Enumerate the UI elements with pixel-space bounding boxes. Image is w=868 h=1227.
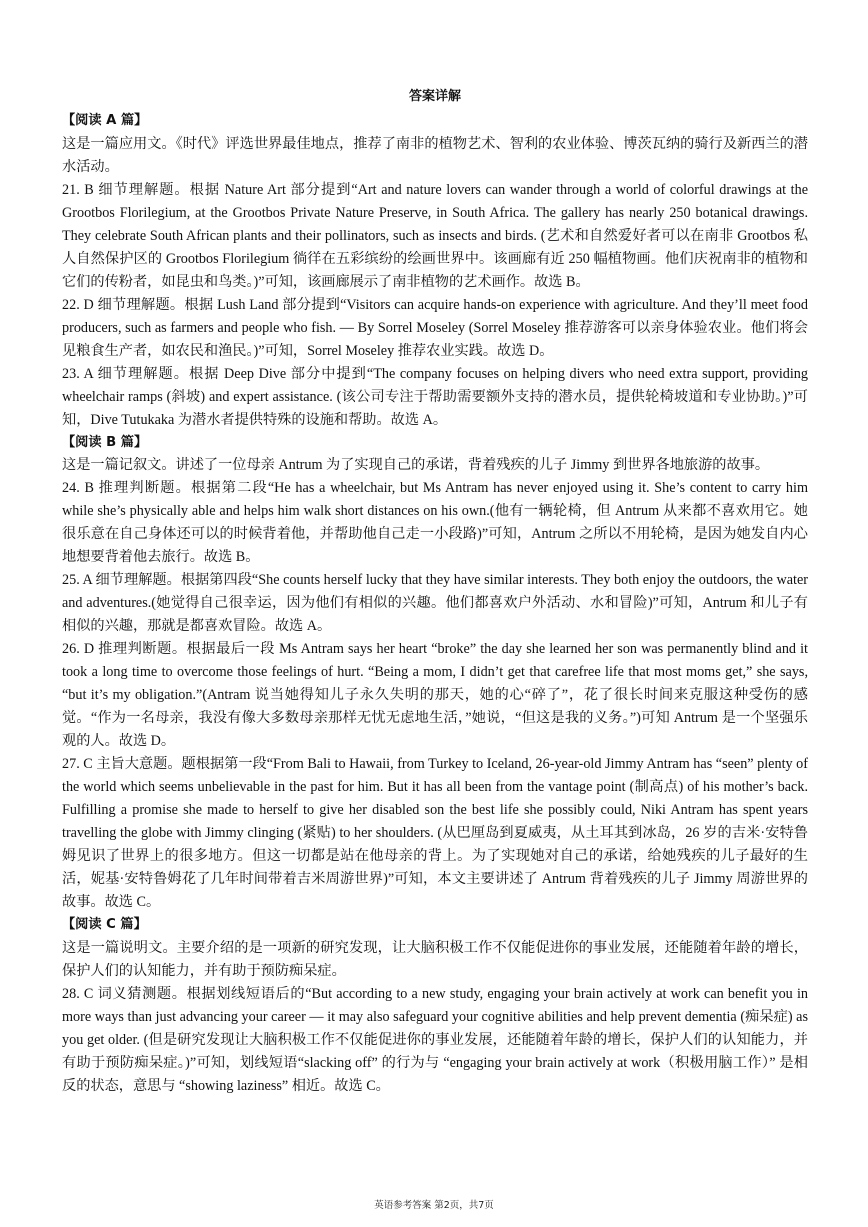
paragraph: 这是一篇说明文。主要介绍的是一项新的研究发现，让大脑积极工作不仅能促进你的事业发展，还能随着年龄的增长，保护人们的认知能力，并有助于预防痴呆症。	[62, 939, 808, 979]
paragraph: 22. D 细节理解题。根据 Lush Land 部分提到“Visitors can acquire hands-on experience with agriculture. And they’ll meet food producers, such as farmers and people who fish. — By Sorrel Moseley (Sorrel Moseley 推荐游客可以亲身体验农业。他们将会见粮食生产者，如农民和渔民。)”可知，Sorrel Moseley 推荐农业实践。故选 D。	[62, 296, 808, 359]
paragraph: 25. A 细节理解题。根据第四段“She counts herself lucky that they have similar interests. They both enjoy the outdoors, the water and adventures.(她觉得自己很幸运，因为他们有相似的兴趣。他们都喜欢户外活动、水和冒险)”可知，Antrum 和儿子有相似的兴趣，那就是都喜欢冒险。故选 A。	[62, 572, 808, 634]
section-b	[62, 432, 808, 915]
section-c	[62, 914, 808, 1098]
paragraph: 28. C 词义猜测题。根据划线短语后的“But according to a new study, engaging your brain actively at work can benefit you in more ways than just advancing your career — it may also safeguard your cognitive abilities and help prevent dementia (痴呆症) as you get older. (但是研究发现让大脑积极工作不仅能促进你的事业发展，还能随着年龄的增长，保护人们的认知能力，并有助于预防痴呆症。)”可知，划线短语“slacking off” 的行为与 “engaging your brain actively at work（积极用脑工作）” 是相反的状态，意思与 “showing laziness” 相近。故选 C。	[62, 985, 808, 1094]
section-heading: 【阅读 B 篇】	[62, 434, 148, 450]
page-footer: 英语参考答案 第2页，共7页	[374, 1200, 494, 1211]
paragraph: 26. D 推理判断题。根据最后一段 Ms Antram says her heart “broke” the day she learned her son was permanently blind and it took a long time to overcome those feelings of hurt. “Being a mom, I didn’t get that carefree life that most moms get,” she says, “but it’s my obligation.”(Antram 说当她得知儿子永久失明的那天，她的心“碎了”，花了很长时间来克服这种受伤的感觉。“作为一名母亲，我没有像大多数母亲那样无忧无虑地生活，”她说，“但这是我的义务。”)可知 Antrum 是一个坚强乐观的人。故选 D。	[62, 641, 808, 749]
paragraph: 这是一篇应用文。《时代》评选世界最佳地点，推荐了南非的植物艺术、智利的农业体验、博茨瓦纳的骑行及新西兰的潜水活动。	[62, 135, 808, 175]
paragraph: 24. B 推理判断题。根据第二段“He has a wheelchair, but Ms Antram has never enjoyed using it. She’s content to carry him while she’s physically able and helps him walk short distances on his own.(他有一辆轮椅，但 Antrum 从来都不喜欢用它。她很乐意在自己身体还可以的时候背着他，并帮助他自己走一小段路)”可知，Antrum 之所以不用轮椅，是因为她发自内心地想要背着他去旅行。故选 B。	[62, 480, 808, 565]
paragraph: 27. C 主旨大意题。题根据第一段“From Bali to Hawaii, from Turkey to Iceland, 26-year-old Jimmy Antram has “seen” plenty of the world which seems unbelievable in the past for him. But it has all been from the vantage point (制高点) of his mother’s back. Fulfilling a promise she made to herself to give her disabled son the best life she possibly could, Niki Antram has spent years travelling the globe with Jimmy clinging (紧贴) to her shoulders. (从巴厘岛到夏威夷，从土耳其到冰岛，26 岁的吉米·安特鲁姆见识了世界上的很多地方。但这一切都是站在他母亲的背上。为了实现她对自己的承诺，给她残疾的儿子最好的生活，妮基·安特鲁姆花了几年时间带着吉米周游世界)”可知，本文主要讲述了 Antrum 背着残疾的儿子 Jimmy 周游世界的故事。故选 C。	[62, 756, 808, 910]
section-heading: 【阅读 C 篇】	[62, 917, 147, 932]
paragraph: 21. B 细节理解题。根据 Nature Art 部分提到“Art and nature lovers can wander through a world of colorful drawings at the Grootbos Florilegium, at the Grootbos Private Nature Preserve, in South Africa. The gallery has nearly 250 botanical drawings. They celebrate South African plants and their pollinators, such as insects and birds. (艺术和自然爱好者可以在南非 Grootbos 私人自然保护区的 Grootbos Florilegium 徜徉在五彩缤纷的绘画世界中。该画廊有近 250 幅植物画。他们庆祝南非的植物和它们的传粉者，如昆虫和鸟类。)”可知，该画廊展示了南非植物的艺术画作。故选 B。	[62, 181, 808, 290]
section-a	[62, 110, 808, 432]
page-title: 答案详解	[408, 89, 461, 104]
answer-document	[62, 88, 808, 1098]
section-heading: 【阅读 A 篇】	[62, 113, 148, 128]
paragraph: 23. A 细节理解题。根据 Deep Dive 部分中提到“The company focuses on helping divers who need extra support, providing wheelchair ramps (斜坡) and expert assistance. (该公司专注于帮助需要额外支持的潜水员，提供轮椅坡道和专业协助。)”可知，Dive Tutukaka 为潜水者提供特殊的设施和帮助。故选 A。	[62, 365, 808, 428]
paragraph: 这是一篇记叙文。讲述了一位母亲 Antrum 为了实现自己的承诺，背着残疾的儿子 Jimmy 到世界各地旅游的故事。	[62, 457, 770, 473]
